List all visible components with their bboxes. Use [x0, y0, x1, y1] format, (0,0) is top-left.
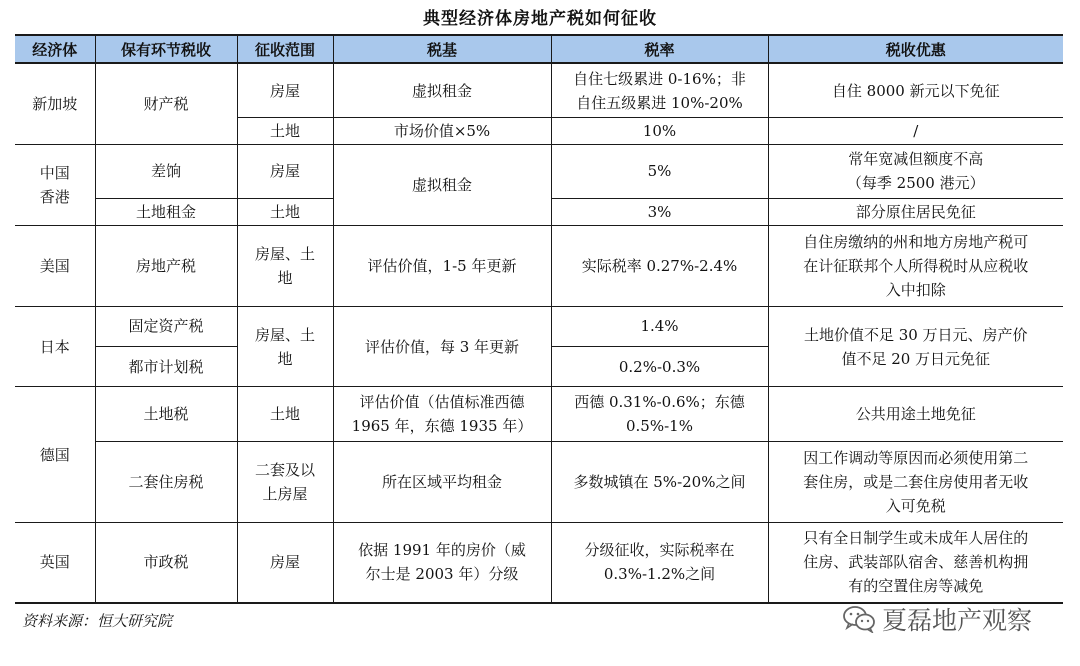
economy-cell: 德国 — [15, 387, 95, 522]
economy-cell: 英国 — [15, 522, 95, 603]
wechat-icon — [842, 605, 876, 633]
rate-cell: 5% — [551, 145, 768, 198]
tax-name-cell: 房地产税 — [95, 225, 237, 306]
wechat-watermark — [842, 601, 1032, 637]
header-tax-relief: 税收优惠 — [768, 35, 1063, 63]
tax-table — [15, 34, 1063, 604]
base-cell: 评估价值（估值标准西德 1965 年，东德 1935 年） — [333, 387, 551, 442]
watermark-text: 夏磊地产观察 — [882, 606, 1033, 635]
table-header-row — [15, 35, 1063, 63]
tax-name-cell: 差饷 — [95, 145, 237, 198]
relief-cell: 只有全日制学生或未成年人居住的 住房、武装部队宿舍、慈善机构拥 有的空置住房等减免 — [768, 522, 1063, 603]
scope-cell: 土地 — [237, 198, 333, 225]
relief-cell: / — [768, 118, 1063, 145]
header-holding-tax: 保有环节税收 — [95, 35, 237, 63]
tax-name-cell: 二套住房税 — [95, 441, 237, 522]
scope-cell: 土地 — [237, 387, 333, 442]
table-row — [15, 522, 1063, 603]
scope-cell: 房屋 — [237, 63, 333, 118]
table-title: 典型经济体房地产税如何征收 — [423, 9, 657, 29]
tax-name-cell: 固定资产税 — [95, 306, 237, 346]
base-cell: 评估价值，1-5 年更新 — [333, 225, 551, 306]
relief-cell: 自住房缴纳的州和地方房地产税可 在计征联邦个人所得税时从应税收 入中扣除 — [768, 225, 1063, 306]
base-cell: 所在区域平均租金 — [333, 441, 551, 522]
rate-cell: 多数城镇在 5%-20%之间 — [551, 441, 768, 522]
rate-cell: 分级征收，实际税率在 0.3%-1.2%之间 — [551, 522, 768, 603]
economy-cell: 美国 — [15, 225, 95, 306]
rate-cell: 西德 0.31%-0.6%；东德 0.5%-1% — [551, 387, 768, 442]
scope-cell: 房屋 — [237, 522, 333, 603]
base-cell: 虚拟租金 — [333, 63, 551, 118]
rate-cell: 自住七级累进 0-16%；非 自住五级累进 10%-20% — [551, 63, 768, 118]
relief-cell: 土地价值不足 30 万日元、房产价 值不足 20 万日元免征 — [768, 306, 1063, 387]
relief-cell: 公共用途土地免征 — [768, 387, 1063, 442]
scope-cell: 房屋、土 地 — [237, 306, 333, 387]
rate-cell: 10% — [551, 118, 768, 145]
tax-name-cell: 市政税 — [95, 522, 237, 603]
table-row — [15, 441, 1063, 522]
source-note: 资料来源：恒大研究院 — [22, 612, 173, 630]
relief-cell: 因工作调动等原因而必须使用第二 套住房，或是二套住房使用者无收 入可免税 — [768, 441, 1063, 522]
scope-cell: 二套及以 上房屋 — [237, 441, 333, 522]
economy-cell: 日本 — [15, 306, 95, 387]
rate-cell: 实际税率 0.27%-2.4% — [551, 225, 768, 306]
tax-name-cell: 财产税 — [95, 63, 237, 145]
header-tax-rate: 税率 — [551, 35, 768, 63]
relief-cell: 自住 8000 新元以下免征 — [768, 63, 1063, 118]
base-cell: 评估价值，每 3 年更新 — [333, 306, 551, 387]
table-row — [15, 145, 1063, 198]
header-economy: 经济体 — [15, 35, 95, 63]
scope-cell: 土地 — [237, 118, 333, 145]
economy-cell: 中国 香港 — [15, 145, 95, 226]
tax-name-cell: 都市计划税 — [95, 347, 237, 387]
base-cell: 市场价值×5% — [333, 118, 551, 145]
economy-cell: 新加坡 — [15, 63, 95, 145]
header-scope: 征收范围 — [237, 35, 333, 63]
table-row — [15, 225, 1063, 306]
header-tax-base: 税基 — [333, 35, 551, 63]
table-row — [15, 63, 1063, 118]
relief-cell: 部分原住居民免征 — [768, 198, 1063, 225]
rate-cell: 1.4% — [551, 306, 768, 346]
table-row — [15, 306, 1063, 346]
rate-cell: 3% — [551, 198, 768, 225]
base-cell: 依据 1991 年的房价（威 尔士是 2003 年）分级 — [333, 522, 551, 603]
tax-name-cell: 土地租金 — [95, 198, 237, 225]
tax-name-cell: 土地税 — [95, 387, 237, 442]
rate-cell: 0.2%-0.3% — [551, 347, 768, 387]
table-row — [15, 387, 1063, 442]
scope-cell: 房屋 — [237, 145, 333, 198]
scope-cell: 房屋、土 地 — [237, 225, 333, 306]
relief-cell: 常年宽减但额度不高 （每季 2500 港元） — [768, 145, 1063, 198]
base-cell: 虚拟租金 — [333, 145, 551, 226]
